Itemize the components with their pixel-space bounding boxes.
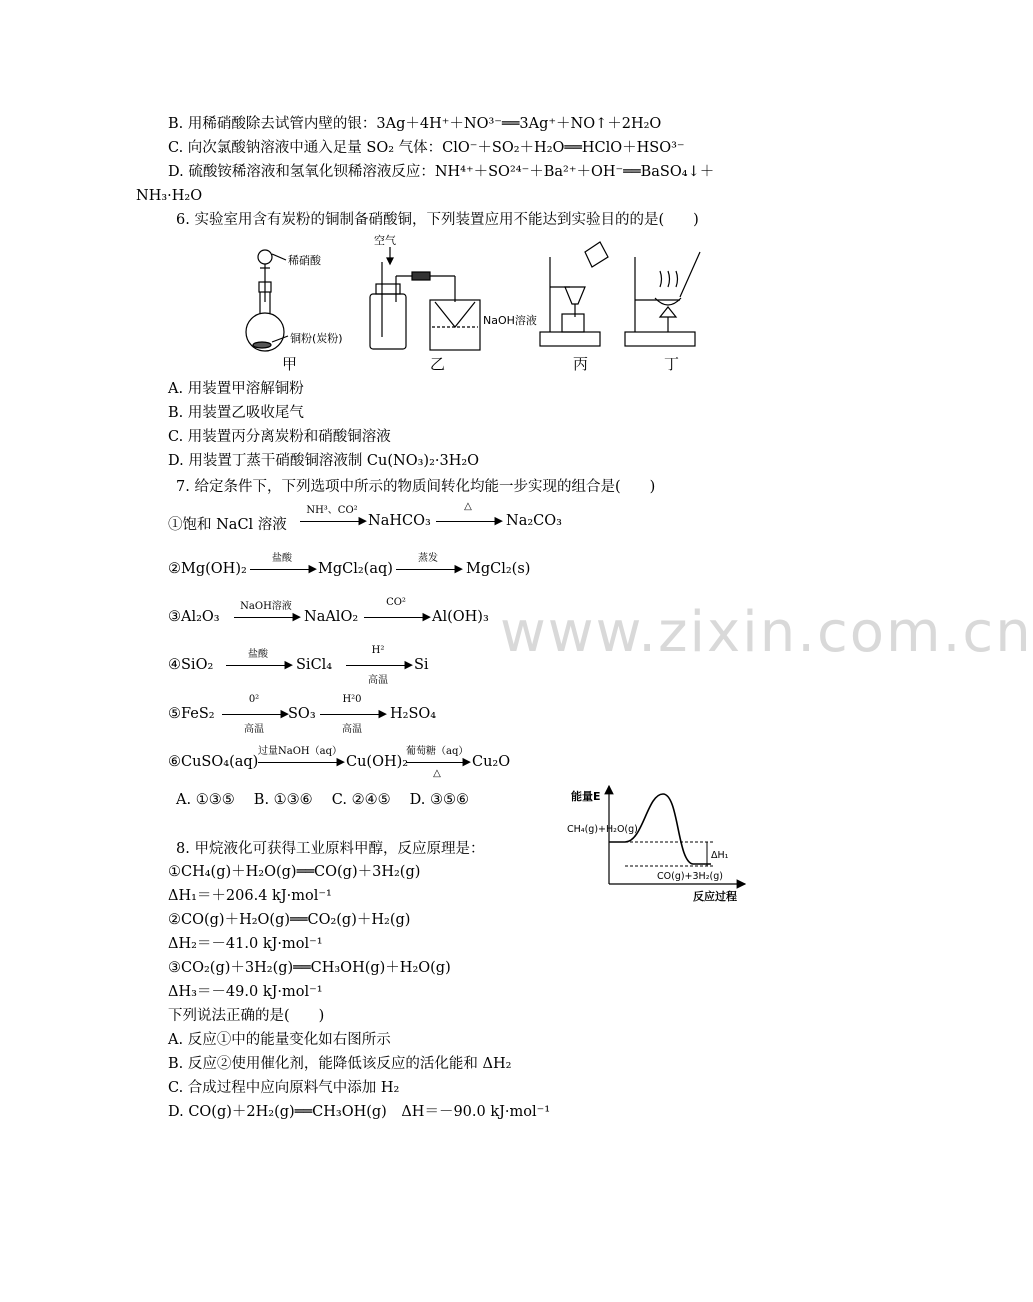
- chain-species: MgCl₂(aq): [318, 561, 393, 577]
- energy-diagram: [565, 778, 755, 906]
- reaction-arrow: NH³、CO² ▶: [300, 501, 364, 541]
- caption-yi: 乙: [430, 355, 446, 373]
- q8-enthalpy-3: ΔH₃＝－49.0 kJ·mol⁻¹: [168, 984, 323, 1000]
- chain-species: Cu(OH)₂: [346, 754, 409, 770]
- reaction-progress-label: 反应过程: [693, 890, 737, 903]
- q5-option-c: C. 向次氯酸钠溶液中通入足量 SO₂ 气体：ClO⁻＋SO₂＋H₂O══HClO＋HSO³⁻: [168, 140, 685, 156]
- chain-species: ②Mg(OH)₂: [168, 561, 247, 577]
- chain-species: SO₃: [288, 706, 316, 722]
- q6-stem: 6. 实验室用含有炭粉的铜制备硝酸铜，下列装置应用不能达到实验目的的是( ): [176, 212, 699, 228]
- reaction-arrow: NaOH溶液 ▶: [234, 597, 298, 637]
- q8-enthalpy-1: ΔH₁＝＋206.4 kJ·mol⁻¹: [168, 888, 332, 904]
- q8-option-a: A. 反应①中的能量变化如右图所示: [168, 1032, 391, 1048]
- caption-ding: 丁: [664, 355, 680, 373]
- q8-stem: 8. 甲烷液化可获得工业原料甲醇，反应原理是：: [176, 841, 485, 857]
- chain-species: Cu₂O: [472, 754, 511, 770]
- chain-species: Na₂CO₃: [506, 513, 562, 529]
- chain-species: ⑤FeS₂: [168, 706, 215, 722]
- q5-option-d-cont: NH₃·H₂O: [136, 188, 203, 204]
- reaction-arrow: 蒸发 ▶: [396, 549, 460, 589]
- reaction-arrow: △ ▶: [436, 501, 500, 541]
- chain-species: Al(OH)₃: [432, 609, 489, 625]
- chain-species: ⑥CuSO₄(aq): [168, 754, 259, 770]
- apparatus-ding: [625, 252, 700, 346]
- chain-species: ③Al₂O₃: [168, 609, 220, 625]
- q5-option-d: D. 硫酸铵稀溶液和氢氧化钡稀溶液反应：NH⁴⁺＋SO²⁴⁻＋Ba²⁺＋OH⁻══BaSO₄↓＋: [168, 164, 715, 180]
- q8-reaction-3: ③CO₂(g)＋3H₂(g)══CH₃OH(g)＋H₂O(g): [168, 960, 451, 976]
- chain-species: SiCl₄: [296, 657, 333, 673]
- chain-species: NaHCO₃: [368, 513, 431, 529]
- reactant-label: CH₄(g)+H₂O(g): [567, 824, 638, 835]
- product-label: CO(g)+3H₂(g): [657, 871, 723, 882]
- reaction-arrow: H² ▶ 高温: [346, 645, 410, 685]
- watermark: www.zixin.com.cn: [500, 600, 1033, 665]
- q6-option-a: A. 用装置甲溶解铜粉: [168, 381, 304, 397]
- apparatus-bing: [540, 242, 608, 346]
- q8-option-d: D. CO(g)＋2H₂(g)══CH₃OH(g) ΔH＝－90.0 kJ·mol⁻¹: [168, 1104, 551, 1120]
- q6-option-d: D. 用装置丁蒸干硝酸铜溶液制 Cu(NO₃)₂·3H₂O: [168, 453, 480, 469]
- chain-species: ④SiO₂: [168, 657, 214, 673]
- q7-answer-options: A. ①③⑤ B. ①③⑥ C. ②④⑤ D. ③⑤⑥: [176, 792, 470, 808]
- q8-option-b: B. 反应②使用催化剂，能降低该反应的活化能和 ΔH₂: [168, 1056, 512, 1072]
- reaction-arrow: H²0 ▶ 高温: [320, 694, 384, 734]
- reaction-arrow: 葡萄糖（aq） ▶ △: [406, 746, 471, 779]
- q7-stem: 7. 给定条件下，下列选项中所示的物质间转化均能一步实现的组合是( ): [176, 479, 656, 495]
- chain-species: MgCl₂(s): [466, 561, 531, 577]
- q8-enthalpy-2: ΔH₂＝－41.0 kJ·mol⁻¹: [168, 936, 323, 952]
- energy-axis-label: 能量E: [571, 790, 601, 803]
- q8-reaction-1: ①CH₄(g)＋H₂O(g)══CO(g)＋3H₂(g): [168, 864, 421, 880]
- reaction-arrow: 盐酸 ▶: [250, 549, 314, 589]
- reaction-arrow: CO² ▶: [364, 597, 428, 637]
- q8-option-c: C. 合成过程中应向原料气中添加 H₂: [168, 1080, 400, 1096]
- apparatus-jia: [246, 250, 288, 351]
- reaction-arrow: 过量NaOH（aq） ▶: [258, 746, 345, 768]
- reaction-arrow: 0² ▶ 高温: [222, 694, 286, 734]
- chain-species: Si: [414, 657, 429, 673]
- label-naoh-solution: NaOH溶液: [483, 314, 537, 327]
- chain-species: H₂SO₄: [390, 706, 437, 722]
- chain-species: NaAlO₂: [304, 609, 359, 625]
- reaction-arrow: 盐酸 ▶: [226, 645, 290, 685]
- delta-h-label: ΔH₁: [711, 850, 729, 861]
- caption-bing: 丙: [573, 355, 589, 373]
- q6-option-b: B. 用装置乙吸收尾气: [168, 405, 304, 421]
- q5-option-b: B. 用稀硝酸除去试管内壁的银：3Ag＋4H⁺＋NO³⁻══3Ag⁺＋NO↑＋2H₂O: [168, 116, 662, 132]
- caption-jia: 甲: [282, 355, 298, 373]
- label-copper-powder: 铜粉(炭粉): [290, 332, 343, 345]
- q8-question: 下列说法正确的是( ): [168, 1008, 325, 1024]
- label-dilute-nitric-acid: 稀硝酸: [288, 254, 321, 267]
- apparatus-yi: [370, 247, 480, 350]
- label-air: 空气: [374, 234, 396, 247]
- q8-reaction-2: ②CO(g)＋H₂O(g)══CO₂(g)＋H₂(g): [168, 912, 411, 928]
- chain-species: ①饱和 NaCl 溶液: [168, 517, 287, 533]
- apparatus-figure: [240, 232, 710, 354]
- q6-option-c: C. 用装置丙分离炭粉和硝酸铜溶液: [168, 429, 391, 445]
